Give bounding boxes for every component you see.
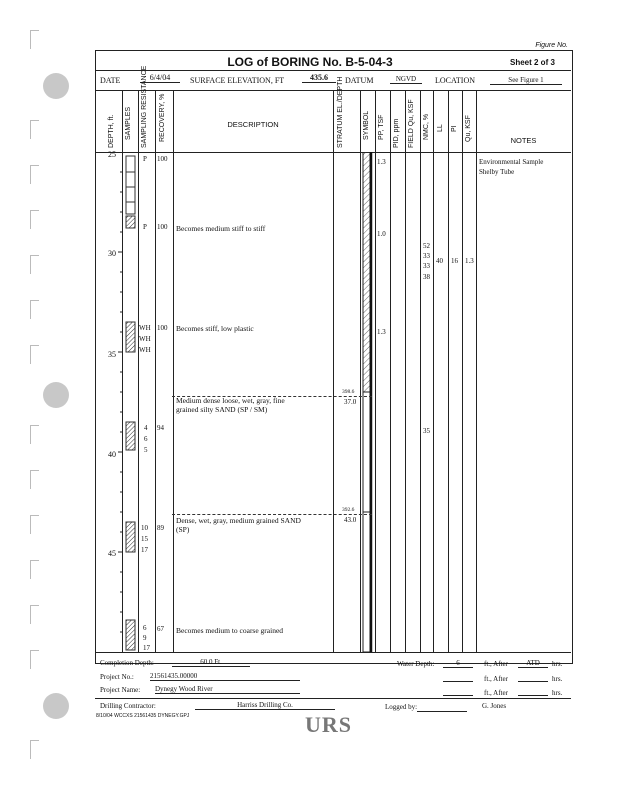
margin-tick: [30, 650, 39, 669]
sampling-resistance: 6: [144, 435, 148, 443]
completion-label: Completion Depth:: [100, 659, 154, 667]
col-pi: PI: [451, 125, 458, 132]
stratum-silty-sand: [363, 392, 370, 512]
col-ll: LL: [437, 124, 444, 132]
nmc-value: 38: [423, 273, 430, 281]
col-recovery: RECOVERY, %: [159, 93, 166, 142]
hrs-label: hrs.: [552, 675, 563, 683]
water-depth-label: Water Depth:: [397, 660, 435, 668]
col-symbol: SYMBOL: [363, 110, 370, 140]
description-text: Medium dense loose, wet, gray, fine: [176, 396, 285, 405]
datum-value: NGVD: [390, 75, 422, 84]
margin-tick: [30, 255, 39, 274]
sampling-resistance: 9: [143, 634, 147, 642]
contractor-value: Harriss Drilling Co.: [195, 701, 335, 710]
description-text: Becomes stiff, low plastic: [176, 324, 254, 333]
margin-tick: [30, 515, 39, 534]
margin-tick: [30, 300, 39, 319]
blank-line: [417, 711, 467, 712]
pp-value: 1.0: [377, 230, 386, 238]
ll-value: 40: [436, 257, 443, 265]
sample-intervals: [124, 152, 138, 652]
depth-tick: 35: [108, 350, 116, 359]
depth-tick: 45: [108, 549, 116, 558]
margin-tick: [30, 470, 39, 489]
stratum-boundary: [172, 514, 372, 515]
pi-value: 16: [451, 257, 458, 265]
depth-tick: 30: [108, 249, 116, 258]
figure-label: Figure No.: [535, 42, 568, 49]
recovery-value: 89: [157, 524, 164, 532]
stratum-sand: [363, 512, 370, 652]
punch-hole: [43, 382, 69, 408]
col-depth: DEPTH, ft.: [108, 114, 115, 148]
margin-tick: [30, 120, 39, 139]
blank-line: [443, 695, 473, 696]
after-label: ft., After: [484, 675, 508, 683]
sampling-resistance: WH: [139, 335, 151, 343]
hrs-label: hrs.: [552, 660, 563, 668]
col-notes: NOTES: [510, 136, 537, 145]
after-label: ft., After: [484, 689, 508, 697]
completion-value: 60.0 Ft.: [172, 658, 250, 667]
surface-value: 435.6: [302, 73, 336, 83]
blank-line: [518, 695, 548, 696]
sample-interval: [126, 422, 135, 450]
hrs-label: hrs.: [552, 689, 563, 697]
page-title: LOG of BORING No. B-5-04-3: [227, 55, 393, 69]
margin-tick: [30, 210, 39, 229]
after-value: ATD: [518, 659, 548, 668]
stratum-elevation: 392.6: [342, 507, 355, 513]
stratum-depth: 37.0: [344, 398, 357, 406]
sampling-resistance: P: [143, 155, 147, 163]
sampling-resistance: 4: [144, 424, 148, 432]
description-text: Becomes medium to coarse grained: [176, 626, 284, 635]
pp-value: 1.3: [377, 328, 386, 336]
surface-label: SURFACE ELEVATION, FT: [190, 76, 285, 85]
recovery-value: 67: [157, 625, 164, 633]
location-value: See Figure 1: [490, 76, 562, 85]
nmc-value: 33: [423, 262, 430, 270]
punch-hole: [43, 693, 69, 719]
sheet-number: Sheet 2 of 3: [510, 58, 555, 67]
margin-tick: [30, 425, 39, 444]
margin-tick: [30, 560, 39, 579]
recovery-value: 100: [157, 155, 168, 163]
blank-line: [518, 681, 548, 682]
file-reference: 8/10/04 WCCXS 21561435 DYNEGY.GPJ: [96, 713, 190, 719]
project-name-value: Dynegy Wood River: [155, 685, 300, 694]
col-nmc: NMC, %: [423, 113, 430, 140]
col-samples: SAMPLES: [125, 106, 132, 140]
sampling-resistance: P: [143, 223, 147, 231]
description-text: Becomes medium stiff to stiff: [176, 224, 266, 233]
notes-line: Environmental Sample: [479, 158, 544, 166]
col-sampling: SAMPLING RESISTANCE: [141, 65, 148, 148]
datum-label: DATUM: [345, 76, 374, 85]
margin-tick: [30, 165, 39, 184]
water-depth-value: 6: [443, 659, 473, 668]
notes-line: Shelby Tube: [479, 168, 515, 176]
col-pp: PP, TSF: [378, 114, 385, 140]
sample-interval: [126, 156, 135, 214]
sampling-resistance: 10: [141, 524, 148, 532]
sampling-resistance: 17: [141, 546, 148, 554]
project-no-value: 21561435.00000: [150, 672, 300, 681]
qu-value: 1.3: [465, 257, 474, 265]
nmc-value: 33: [423, 252, 430, 260]
stratum-clay: [363, 152, 370, 392]
sampling-resistance: 17: [143, 644, 150, 652]
recovery-value: 100: [157, 223, 168, 231]
description-text: grained silty SAND (SP / SM): [176, 405, 268, 414]
pp-value: 1.3: [377, 158, 386, 166]
sampling-resistance: 6: [143, 624, 147, 632]
sampling-resistance: WH: [139, 324, 151, 332]
description-text: Dense, wet, gray, medium grained SAND: [176, 516, 301, 525]
stratum-elevation: 398.6: [342, 389, 355, 395]
sampling-resistance: 15: [141, 535, 148, 543]
margin-tick: [30, 30, 39, 49]
col-stratum: STRATUM EL./DEPTH: [337, 76, 344, 148]
col-field: FIELD Qu, KSF: [408, 99, 415, 148]
project-no-label: Project No.:: [100, 673, 134, 681]
stratum-depth: 43.0: [344, 516, 357, 524]
sampling-resistance: 5: [144, 446, 148, 454]
urs-logo: URS: [305, 712, 353, 737]
sampling-resistance: WH: [139, 346, 151, 354]
logged-by-label: Logged by:: [385, 703, 418, 711]
date-label: DATE: [100, 76, 121, 85]
after-label: ft., After: [484, 660, 508, 668]
sample-interval: [126, 216, 135, 228]
recovery-value: 100: [157, 324, 168, 332]
date-value: 6/4/04: [140, 73, 180, 83]
col-qu: Qu, KSF: [465, 115, 472, 142]
location-label: LOCATION: [435, 76, 475, 85]
sample-interval: [126, 522, 135, 552]
margin-tick: [30, 740, 39, 759]
description-text: (SP): [176, 525, 190, 534]
col-description: DESCRIPTION: [227, 120, 279, 129]
sample-interval: [126, 322, 135, 352]
depth-tick: 25: [108, 150, 116, 159]
sample-interval: [126, 620, 135, 650]
punch-hole: [43, 73, 69, 99]
logged-by-value: G. Jones: [482, 702, 507, 710]
margin-tick: [30, 605, 39, 624]
stratum-symbol: [360, 152, 375, 652]
blank-line: [443, 681, 473, 682]
recovery-value: 94: [157, 424, 164, 432]
margin-tick: [30, 345, 39, 364]
contractor-label: Drilling Contractor:: [100, 702, 156, 710]
nmc-value: 35: [423, 427, 430, 435]
nmc-value: 52: [423, 242, 430, 250]
project-name-label: Project Name:: [100, 686, 141, 694]
col-pid: PID, ppm: [393, 118, 400, 148]
depth-tick: 40: [108, 450, 116, 459]
